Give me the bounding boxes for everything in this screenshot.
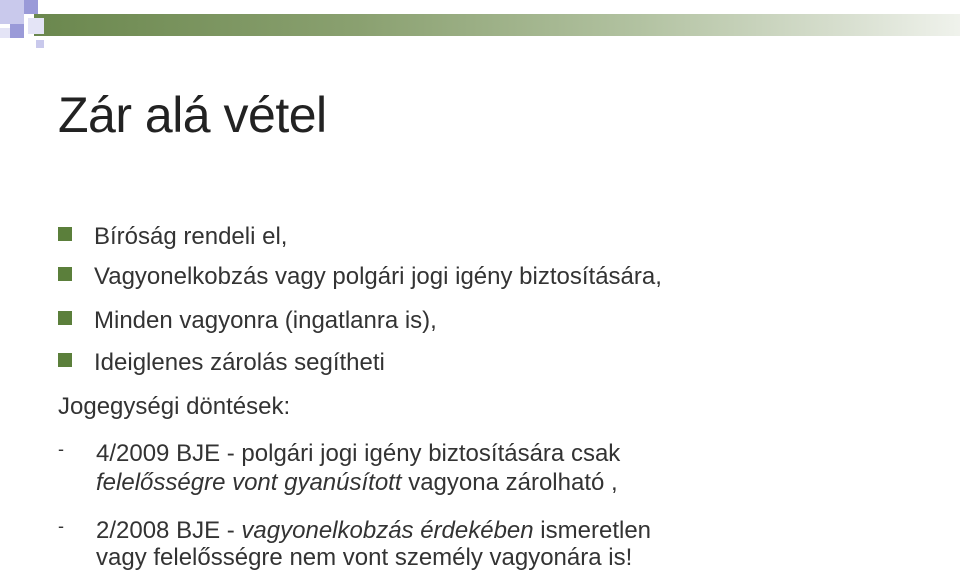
- decision-item: [58, 433, 620, 470]
- bullet-item: [58, 222, 287, 252]
- bullet-text: Bíróság rendeli el,: [94, 223, 288, 250]
- decision-text: 4/2009 BJE - polgári jogi igény biztosítására csak: [96, 440, 621, 467]
- gradient-stripe: [34, 14, 960, 36]
- square-bullet-icon: [58, 311, 72, 325]
- decision-continuation: vagy felelősségre nem vont személy vagyonára is!: [96, 544, 633, 571]
- bullet-item: [58, 262, 662, 292]
- decision-text: vagyona zárolható ,: [401, 469, 618, 496]
- decision-continuation: [96, 467, 618, 499]
- dash-marker: -: [58, 516, 64, 536]
- header-decoration: [0, 0, 960, 50]
- bullet-text: Vagyonelkobzás vagy polgári jogi igény biztosítására,: [94, 263, 662, 290]
- square-bullet-icon: [58, 353, 72, 367]
- square-bullet-icon: [58, 267, 72, 281]
- bullet-item: [58, 306, 437, 336]
- dash-marker: -: [58, 439, 64, 459]
- bullet-item: [58, 348, 385, 378]
- subheading: Jogegységi döntések:: [58, 393, 291, 420]
- slide-title: Zár alá vétel: [58, 87, 327, 143]
- square-bullet-icon: [58, 227, 72, 241]
- decision-italic-text: felelősségre vont gyanúsított: [96, 469, 402, 496]
- bullet-text: Ideiglenes zárolás segítheti: [94, 349, 385, 376]
- bullet-text: Minden vagyonra (ingatlanra is),: [94, 307, 437, 334]
- decision-text: ismeretlen: [533, 517, 652, 544]
- decision-italic-text: vagyonelkobzás érdekében: [241, 517, 534, 544]
- decision-text: 2/2008 BJE -: [96, 517, 242, 544]
